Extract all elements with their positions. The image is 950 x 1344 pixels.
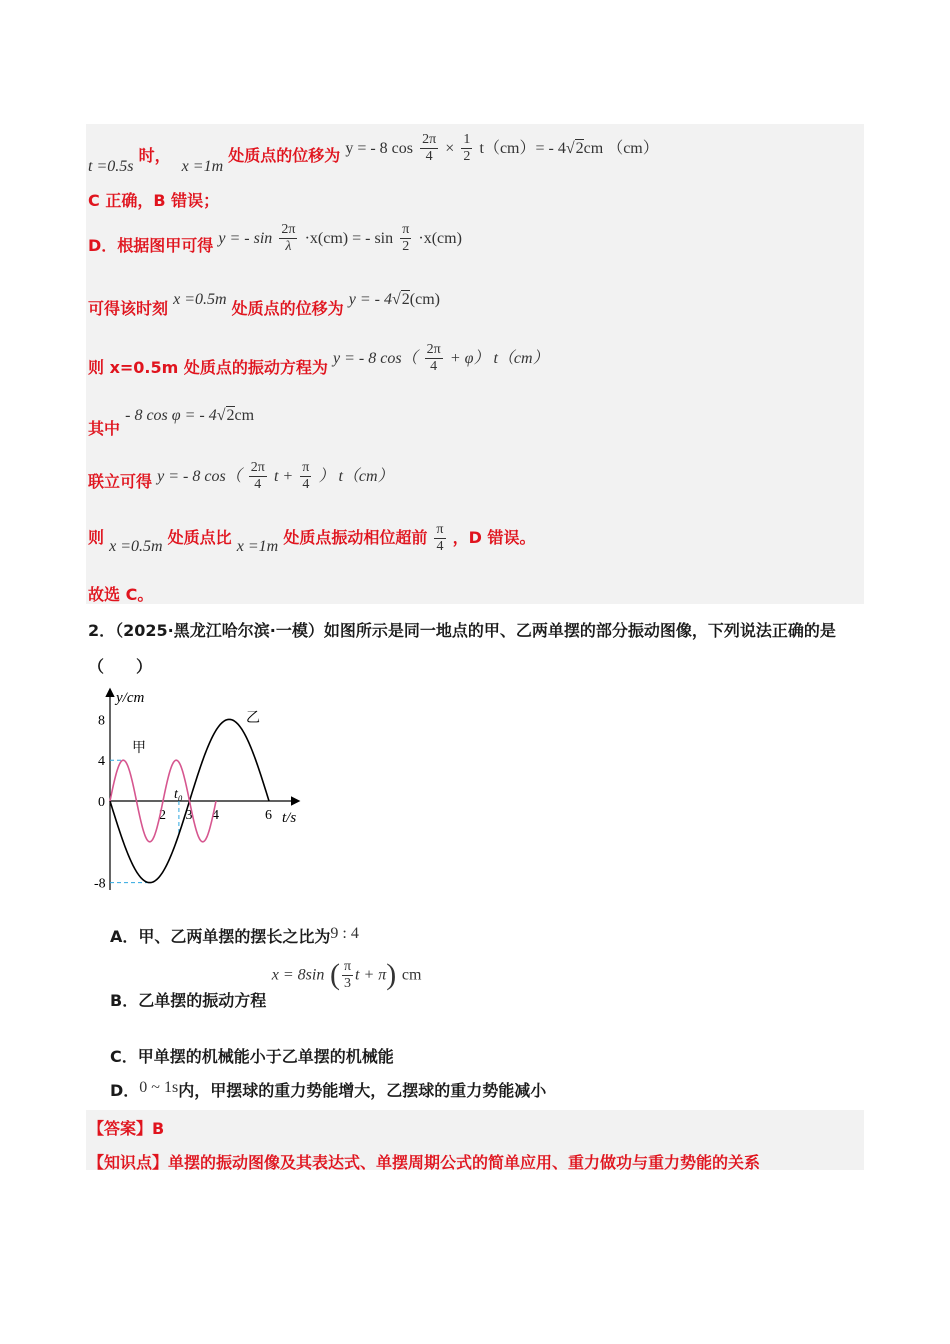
option-b-label: B．乙单摆的振动方程 (110, 990, 267, 1010)
math-x: x =0.5m (173, 291, 227, 308)
text: 则 x=0.5m 处质点的振动方程为 (88, 358, 328, 377)
question-paren: （ ） (88, 657, 153, 676)
y-axis-label: y/cm (116, 690, 145, 706)
formula-part: (cm) (409, 291, 440, 308)
solution-line-5 (88, 342, 549, 375)
text-displacement: 处质点的位移为 (228, 146, 341, 165)
option-d-prefix: D． (110, 1081, 140, 1100)
math-t: t =0.5s (88, 158, 134, 175)
fraction: $\frac{2\pi}{4}$ (426, 342, 441, 374)
math-x: x =0.5m (109, 538, 163, 555)
formula-part: x = 8sin (271, 966, 325, 984)
formula-part: - 8 cos φ = - 4 (125, 407, 217, 424)
math-x: x =1m (181, 158, 224, 175)
option-a[interactable] (110, 924, 359, 947)
sqrt-content: 2 (226, 407, 235, 424)
option-b[interactable] (110, 958, 422, 1010)
vibration-chart (86, 684, 306, 900)
solution-line-4 (88, 286, 440, 318)
x-tick-label: 4 (212, 808, 219, 823)
x-tick-label: 6 (265, 808, 272, 823)
series-jia-label: 甲 (132, 741, 146, 756)
option-c[interactable]: C．甲单摆的机械能小于乙单摆的机械能 (110, 1047, 394, 1066)
option-a-math: 9 : 4 (330, 925, 359, 942)
formula-part: cm (234, 407, 255, 424)
fraction: $\frac{1}{2}$ (463, 132, 471, 164)
text: 处质点振动相位超前 (283, 528, 428, 547)
text-shi: 时， (138, 146, 171, 165)
formula-part: y = - 8 cos (345, 140, 414, 157)
solution-line-7 (88, 460, 394, 493)
fraction: $\frac{\pi}{4}$ (302, 460, 310, 492)
solution-line-1 (88, 132, 659, 175)
fraction: $\frac{\pi}{3}$ (343, 958, 352, 991)
sqrt-content: 2 (575, 140, 584, 157)
option-a-label: A．甲、乙两单摆的摆长之比为 (110, 927, 331, 946)
solution-line-2: C 正确，B 错误； (88, 191, 220, 210)
solution-line-6 (88, 402, 255, 438)
y-tick-label: 8 (98, 713, 105, 729)
y-tick-label: 4 (98, 754, 105, 770)
text-d: D．根据图甲可得 (88, 236, 214, 255)
fraction: $\frac{\pi}{2}$ (402, 222, 410, 254)
solution-line-9: 故选 C。 (88, 585, 154, 604)
math-x: x =1m (236, 538, 279, 555)
formula-part: ·x(cm) (418, 230, 462, 247)
fraction: $\frac{2\pi}{4}$ (250, 460, 265, 492)
formula-part: y = - 8 cos（ (157, 468, 242, 485)
sqrt-sign: √ (565, 140, 575, 157)
formula-part: ） t（cm） (318, 468, 394, 485)
x-tick-label: 3 (185, 808, 193, 823)
t0-label: t₀ (174, 787, 183, 802)
formula-part: cm （cm） (583, 140, 659, 157)
question-stem (88, 618, 836, 641)
knowledge-text: 【知识点】单摆的振动图像及其表达式、单摆周期公式的简单应用、重力做功与重力势能的关系 (88, 1153, 761, 1172)
question-number: 2． (88, 621, 116, 640)
solution-line-3 (88, 222, 462, 255)
formula-part: y = - sin (218, 230, 273, 247)
fraction: $\frac{2\pi}{\lambda}$ (281, 222, 296, 254)
y-tick-label: -8 (94, 876, 106, 892)
text: 处质点的位移为 (231, 299, 344, 318)
formula-part: y = - 4 (348, 291, 392, 308)
formula-part: t（cm）= - 4 (479, 140, 566, 157)
solution-line-8 (88, 522, 535, 555)
formula-part: t + (273, 468, 294, 485)
fraction: $\frac{\pi}{4}$ (436, 522, 444, 554)
paren-left: ( (329, 958, 340, 991)
formula-part: + φ） t（cm） (449, 350, 549, 367)
sqrt-content: 2 (401, 291, 410, 308)
y-tick-label: 0 (98, 795, 105, 810)
paren-right: ) (386, 958, 397, 991)
option-d-math: 0 ~ 1s (139, 1079, 179, 1096)
formula-part: t + π (355, 966, 387, 984)
fraction: $\frac{2\pi}{4}$ (422, 132, 437, 164)
x-axis-label: t/s (282, 810, 297, 826)
formula-part: y = - 8 cos（ (332, 350, 418, 367)
text: 可得该时刻 (88, 299, 169, 318)
text: 处质点比 (167, 528, 232, 547)
sqrt-sign: √ (216, 407, 226, 424)
question-text: 如图所示是同一地点的甲、乙两单摆的部分振动图像，下列说法正确的是 (323, 621, 836, 640)
text: 则 (88, 528, 105, 547)
answer-text: 【答案】B (88, 1119, 165, 1138)
times-sign: × (445, 140, 455, 157)
text: 其中 (88, 419, 121, 438)
x-tick-label: 2 (159, 808, 166, 823)
option-d[interactable] (110, 1078, 546, 1101)
option-d-label: 内，甲摆球的重力势能增大，乙摆球的重力势能减小 (178, 1081, 547, 1100)
sqrt-sign: √ (392, 291, 401, 308)
formula-part: cm (401, 966, 422, 984)
question-source: （2025·黑龙江哈尔滨·一模） (115, 621, 324, 640)
text: ，D 错误。 (452, 528, 536, 547)
text: 联立可得 (88, 472, 153, 491)
formula-part: ·x(cm) = - sin (304, 230, 394, 247)
series-yi-label: 乙 (246, 711, 260, 726)
